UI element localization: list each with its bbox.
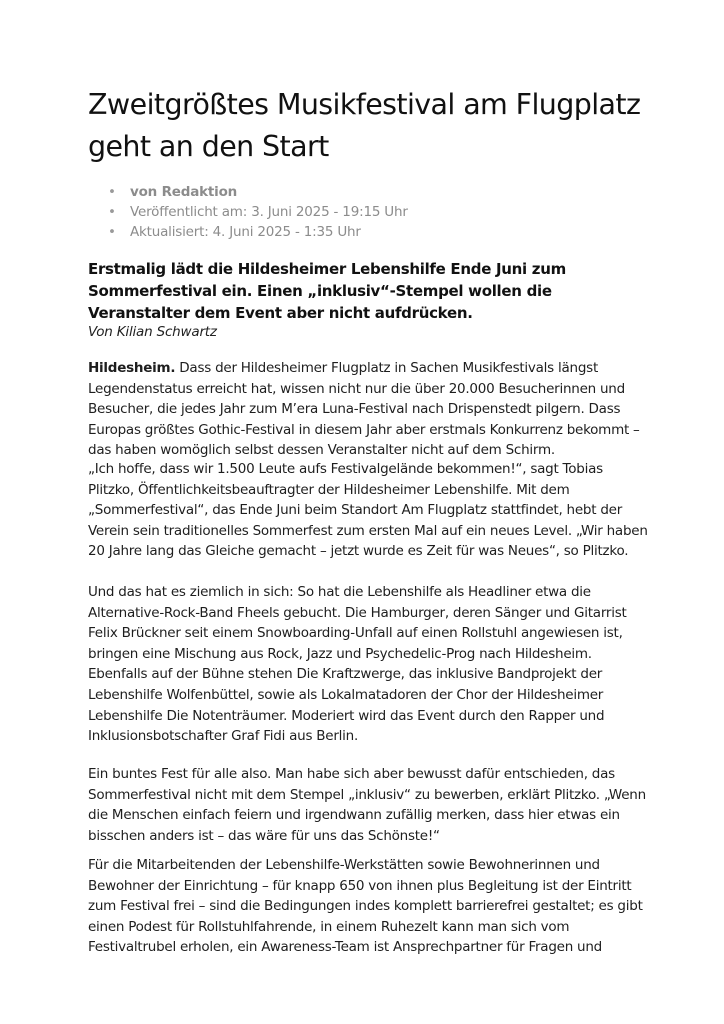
article-lead: Erstmalig lädt die Hildesheimer Lebenshilfe Ende Juni zum Sommerfestival ein. Einen „inklusiv“-Stempel wollen die Veranstalter dem Event aber nicht aufdrücken. <box>88 260 566 322</box>
paragraph-text: Dass der Hildesheimer Flugplatz in Sachen Musikfestivals längst Legendenstatus erreicht hat, wissen nicht nur die über 20.000 Besucherinnen und Besucher, die jedes Jahr zum M’era Luna-Festival nach Drispenstedt pilgern. Dass Europas größtes Gothic-Festival in diesem Jahr aber erstmals Konkurrenz bekommt – das haben womöglich selbst dessen Veranstalter nicht auf dem Schirm. <box>88 360 640 459</box>
meta-updated-item <box>108 222 408 242</box>
article-paragraph <box>88 358 648 461</box>
article-paragraph: Für die Mitarbeitenden der Lebenshilfe-Werkstätten sowie Bewohnerinnen und Bewohner der Einrichtung – für knapp 650 von ihnen plus Begleitung ist der Eintritt zum Festival frei – sind die Bedingungen indes komplett barrierefrei gestaltet; es gibt einen Podest für Rollstuhlfahrende, in einem Ruhezelt kann man sich vom Festivaltrubel erholen, ein Awareness-Team ist Ansprechpartner für Fragen und <box>88 857 643 956</box>
meta-published-item <box>108 202 408 222</box>
article-meta-list <box>108 182 408 242</box>
article-headline: Zweitgrößtes Musikfestival am Flugplatz geht an den Start <box>88 88 641 163</box>
meta-updated: Aktualisiert: 4. Juni 2025 - 1:35 Uhr <box>130 224 361 240</box>
article-dateline: Hildesheim. <box>88 360 176 376</box>
bullet-icon: • <box>108 224 116 240</box>
bullet-icon: • <box>108 204 116 220</box>
article-byline: Von Kilian Schwartz <box>88 324 217 340</box>
bullet-icon: • <box>108 184 116 200</box>
meta-author-item <box>108 182 408 202</box>
article-paragraph: „Ich hoffe, dass wir 1.500 Leute aufs Festivalgelände bekommen!“, sagt Tobias Plitzko, Öffentlichkeitsbeauftragter der Hildesheimer Lebenshilfe. Mit dem „Sommerfestival“, das Ende Juni beim Standort Am Flugplatz stattfindet, hebt der Verein sein traditionelles Sommerfest zum ersten Mal auf ein neues Level. „Wir haben 20 Jahre lang das Gleiche gemacht – jetzt wurde es Zeit für was Neues“, so Plitzko. <box>88 461 648 560</box>
article-paragraph: Und das hat es ziemlich in sich: So hat die Lebenshilfe als Headliner etwa die Alternative-Rock-Band Fheels gebucht. Die Hamburger, deren Sänger und Gitarrist Felix Brückner seit einem Snowboarding-Unfall auf einen Rollstuhl angewiesen ist, bringen eine Mischung aus Rock, Jazz und Psychedelic-Prog nach Hildesheim. Ebenfalls auf der Bühne stehen Die Kraftzwerge, das inklusive Bandprojekt der Lebenshilfe Wolfenbüttel, sowie als Lokalmatadoren der Chor der Hildesheimer Lebenshilfe Die Notenträumer. Moderiert wird das Event durch den Rapper und Inklusionsbotschafter Graf Fidi aus Berlin. <box>88 584 627 745</box>
meta-author: von Redaktion <box>130 184 238 200</box>
article-paragraph: Ein buntes Fest für alle also. Man habe sich aber bewusst dafür entschieden, das Sommerfestival nicht mit dem Stempel „inklusiv“ zu bewerben, erklärt Plitzko. „Wenn die Menschen einfach feiern und irgendwann zufällig merken, dass hier etwas ein bisschen anders ist – das wäre für uns das Schönste!“ <box>88 766 646 844</box>
meta-published: Veröffentlicht am: 3. Juni 2025 - 19:15 Uhr <box>130 204 408 220</box>
